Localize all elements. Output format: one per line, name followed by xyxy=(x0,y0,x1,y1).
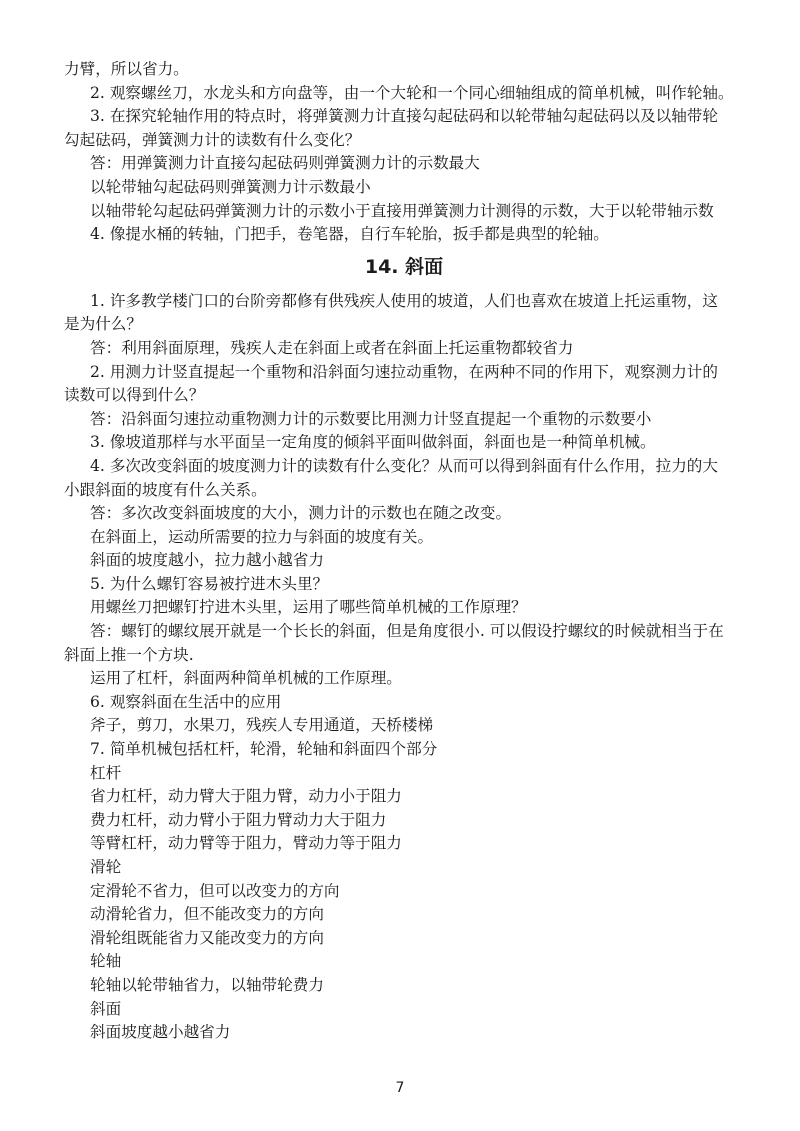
text-line: 力臂，所以省力。 xyxy=(64,60,189,78)
text-line: 小跟斜面的坡度有什么关系。 xyxy=(64,480,267,499)
text-line: 斜面上推一个方块. xyxy=(64,645,194,664)
text-line: 以轴带轮勾起砝码弹簧测力计的示数小于直接用弹簧测力计测得的示数，大于以轮带轴示数 xyxy=(90,201,714,220)
text-line: 轮轴 xyxy=(90,952,122,971)
text-line: 轮轴以轮带轴省力，以轴带轮费力 xyxy=(90,975,324,994)
text-line: 读数可以得到什么？ xyxy=(64,386,205,405)
text-line: 斜面坡度越小越省力 xyxy=(90,1023,231,1042)
text-line: 运用了杠杆，斜面两种简单机械的工作原理。 xyxy=(90,669,402,688)
text-line: 等臂杠杆，动力臂等于阻力，臂动力等于阻力 xyxy=(90,834,402,853)
text-line: 斧子，剪刀，水果刀，残疾人专用通道，天桥楼梯 xyxy=(90,716,434,735)
text-line: 在斜面上，运动所需要的拉力与斜面的坡度有关。 xyxy=(90,527,434,546)
text-line: 费力杠杆，动力臂小于阻力臂动力大于阻力 xyxy=(90,810,387,829)
text-line: 用螺丝刀把螺钉拧进木头里，运用了哪些简单机械的工作原理？ xyxy=(90,598,527,617)
text-line: 3. 像坡道那样与水平面呈一定角度的倾斜平面叫做斜面，斜面也是一种简单机械。 xyxy=(90,433,656,452)
text-line: 答：用弹簧测力计直接勾起砝码则弹簧测力计的示数最大 xyxy=(90,154,480,173)
text-line: 5. 为什么螺钉容易被拧进木头里？ xyxy=(90,574,329,593)
text-line: 以轮带轴勾起砝码则弹簧测力计示数最小 xyxy=(90,177,371,196)
page-number: 7 xyxy=(395,1080,405,1096)
text-line: 滑轮 xyxy=(90,858,122,876)
text-line: 答：螺钉的螺纹展开就是一个长长的斜面，但是角度很小. 可以假设拧螺纹的时候就相当于在 xyxy=(90,622,724,641)
text-line: 1. 许多教学楼门口的台阶旁都修有供残疾人使用的坡道，人们也喜欢在坡道上托运重物，这 xyxy=(90,291,718,310)
document-body xyxy=(64,58,744,1045)
text-line: 斜面 xyxy=(90,999,122,1018)
text-line: 杠杆 xyxy=(90,763,122,782)
section-heading: 14. 斜面 xyxy=(364,255,444,278)
text-line: 省力杠杆，动力臂大于阻力臂，动力小于阻力 xyxy=(90,787,402,806)
text-line: 2. 用测力计竖直提起一个重物和沿斜面匀速拉动重物，在两种不同的作用下，观察测力计的 xyxy=(90,362,718,381)
text-line: 斜面的坡度越小，拉力越小越省力 xyxy=(90,551,324,570)
text-line: 3. 在探究轮轴作用的特点时，将弹簧测力计直接勾起砝码和以轮带轴勾起砝码以及以轴带轮 xyxy=(90,107,718,126)
text-line: 答：沿斜面匀速拉动重物测力计的示数要比用测力计竖直提起一个重物的示数要小 xyxy=(90,409,652,428)
text-line: 6. 观察斜面在生活中的应用 xyxy=(90,692,282,711)
text-line: 答：利用斜面原理，残疾人走在斜面上或者在斜面上托运重物都较省力 xyxy=(90,338,574,357)
text-line: 4. 像提水桶的转轴，门把手，卷笔器，自行车轮胎，扳手都是典型的轮轴。 xyxy=(90,225,609,244)
text-line: 勾起砝码，弹簧测力计的读数有什么变化？ xyxy=(64,130,361,149)
text-line: 2. 观察螺丝刀，水龙头和方向盘等，由一个大轮和一个同心细轴组成的简单机械，叫作轮轴。 xyxy=(90,83,734,102)
text-line: 是为什么？ xyxy=(64,315,142,334)
text-line: 答：多次改变斜面坡度的大小，测力计的示数也在随之改变。 xyxy=(90,504,512,523)
text-line: 动滑轮省力，但不能改变力的方向 xyxy=(90,905,324,924)
text-line: 定滑轮不省力，但可以改变力的方向 xyxy=(90,881,340,900)
text-line: 滑轮组既能省力又能改变力的方向 xyxy=(90,928,324,947)
text-line: 4. 多次改变斜面的坡度测力计的读数有什么变化？从而可以得到斜面有什么作用，拉力的大 xyxy=(90,456,718,475)
text-line: 7. 简单机械包括杠杆，轮滑，轮轴和斜面四个部分 xyxy=(90,740,438,759)
